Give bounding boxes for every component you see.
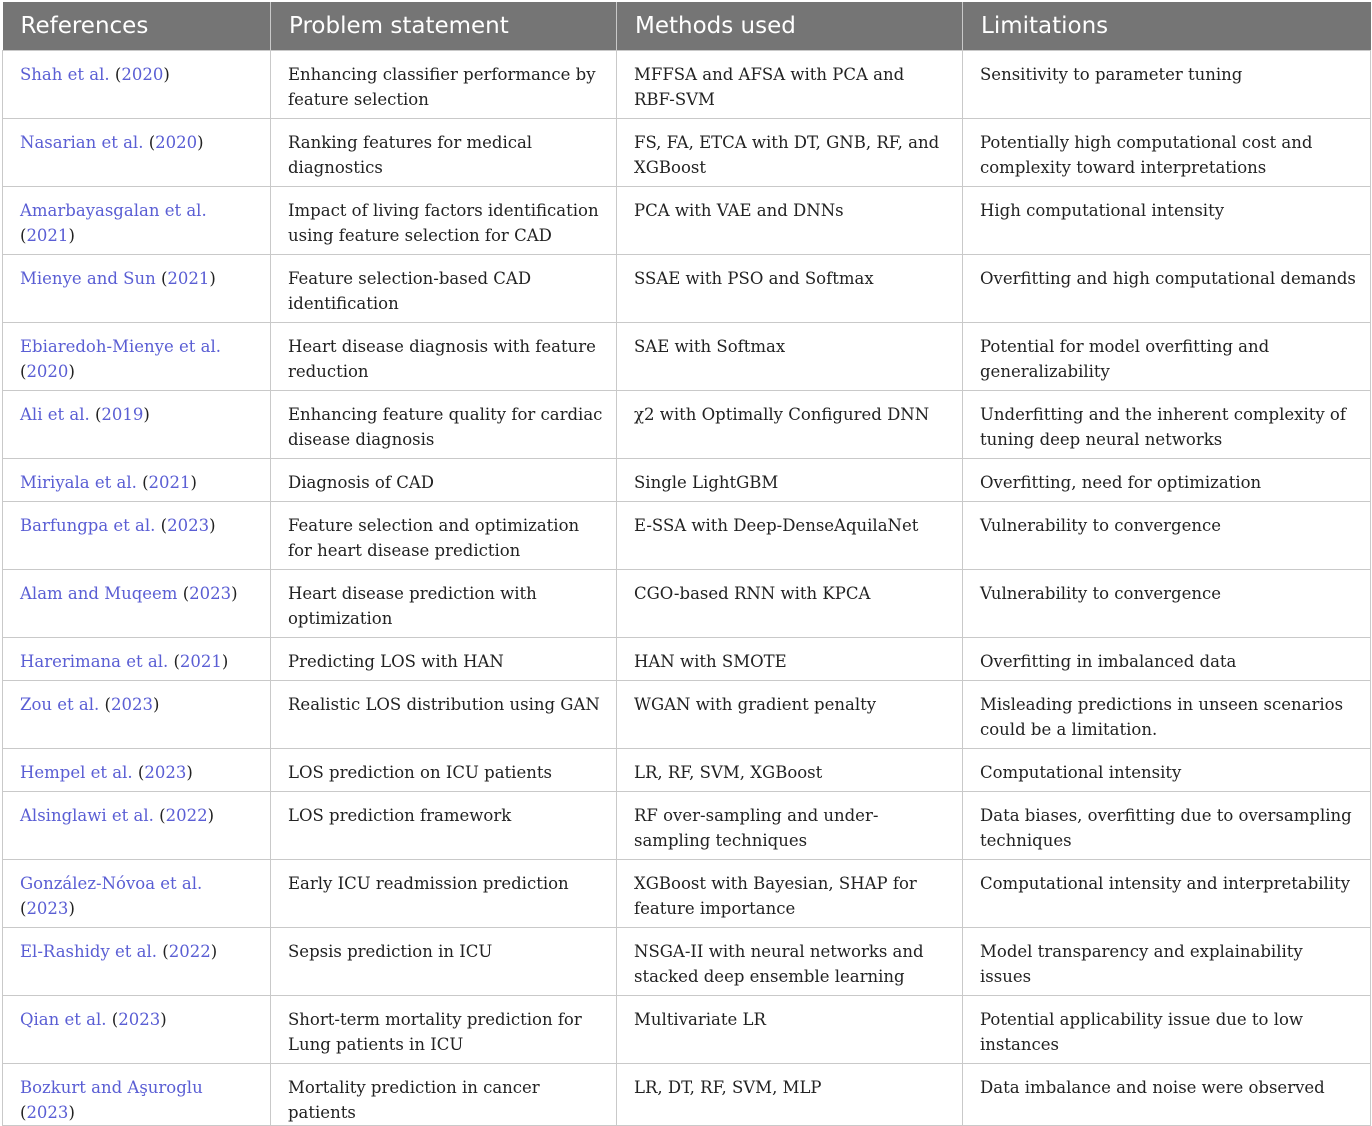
header-methods-used: Methods used <box>617 2 963 51</box>
methods-cell: Multivariate LR <box>617 996 963 1064</box>
table-header <box>3 2 1371 51</box>
header-problem-statement: Problem statement <box>271 2 617 51</box>
table-row <box>3 119 1371 187</box>
table-row <box>3 51 1371 119</box>
table-row <box>3 459 1371 502</box>
problem-cell: Realistic LOS distribution using GAN <box>271 681 617 749</box>
author-link[interactable]: Alsinglawi et al. <box>20 806 154 825</box>
reference-cell: Alsinglawi et al. (2022) <box>3 792 271 860</box>
author-link[interactable]: Alam and Muqeem <box>20 584 178 603</box>
author-link[interactable]: Miriyala et al. <box>20 473 137 492</box>
reference-cell: Mienye and Sun (2021) <box>3 255 271 323</box>
problem-cell: Predicting LOS with HAN <box>271 638 617 681</box>
limitations-cell: Computational intensity and interpretability <box>963 860 1371 928</box>
methods-cell: χ2 with Optimally Configured DNN <box>617 391 963 459</box>
table-row <box>3 570 1371 638</box>
limitations-cell: Underfitting and the inherent complexity of tuning deep neural networks <box>963 391 1371 459</box>
limitations-cell: Potential applicability issue due to low instances <box>963 996 1371 1064</box>
limitations-cell: High computational intensity <box>963 187 1371 255</box>
table-body <box>3 51 1371 1126</box>
limitations-cell: Computational intensity <box>963 749 1371 792</box>
methods-cell: Single LightGBM <box>617 459 963 502</box>
author-link[interactable]: Nasarian et al. <box>20 133 144 152</box>
author-link[interactable]: El-Rashidy et al. <box>20 942 158 961</box>
author-link[interactable]: Ebiaredoh-Mienye et al. <box>20 337 221 356</box>
problem-cell: Ranking features for medical diagnostics <box>271 119 617 187</box>
methods-cell: NSGA-II with neural networks and stacked deep ensemble learning <box>617 928 963 996</box>
problem-cell: LOS prediction framework <box>271 792 617 860</box>
table-row <box>3 323 1371 391</box>
references-table-container <box>2 2 1370 1126</box>
problem-cell: Impact of living factors identification using feature selection for CAD <box>271 187 617 255</box>
year-link[interactable]: 2023 <box>110 695 153 714</box>
table-row <box>3 860 1371 928</box>
year-link[interactable]: 2019 <box>101 405 144 424</box>
author-link[interactable]: Qian et al. <box>20 1010 107 1029</box>
header-references: References <box>3 2 271 51</box>
table-row <box>3 255 1371 323</box>
author-link[interactable]: González-Nóvoa et al. <box>20 874 203 893</box>
methods-cell: XGBoost with Bayesian, SHAP for feature importance <box>617 860 963 928</box>
problem-cell: Mortality prediction in cancer patients <box>271 1064 617 1126</box>
reference-cell: Alam and Muqeem (2023) <box>3 570 271 638</box>
problem-cell: Enhancing classifier performance by feature selection <box>271 51 617 119</box>
reference-cell: Barfungpa et al. (2023) <box>3 502 271 570</box>
limitations-cell: Misleading predictions in unseen scenarios could be a limitation. <box>963 681 1371 749</box>
reference-cell: Shah et al. (2020) <box>3 51 271 119</box>
limitations-cell: Overfitting in imbalanced data <box>963 638 1371 681</box>
author-link[interactable]: Ali et al. <box>20 405 90 424</box>
problem-cell: Heart disease prediction with optimization <box>271 570 617 638</box>
table-row <box>3 749 1371 792</box>
methods-cell: PCA with VAE and DNNs <box>617 187 963 255</box>
year-link[interactable]: 2021 <box>26 226 69 245</box>
limitations-cell: Vulnerability to convergence <box>963 570 1371 638</box>
limitations-cell: Model transparency and explainability issues <box>963 928 1371 996</box>
limitations-cell: Overfitting, need for optimization <box>963 459 1371 502</box>
methods-cell: HAN with SMOTE <box>617 638 963 681</box>
author-link[interactable]: Zou et al. <box>20 695 100 714</box>
methods-cell: WGAN with gradient penalty <box>617 681 963 749</box>
limitations-cell: Overfitting and high computational demands <box>963 255 1371 323</box>
year-link[interactable]: 2023 <box>26 1103 69 1122</box>
reference-cell: Miriyala et al. (2021) <box>3 459 271 502</box>
year-link[interactable]: 2023 <box>144 763 187 782</box>
table-row <box>3 502 1371 570</box>
table-row <box>3 391 1371 459</box>
author-link[interactable]: Amarbayasgalan et al. <box>20 201 207 220</box>
problem-cell: Feature selection and optimization for heart disease prediction <box>271 502 617 570</box>
references-table <box>2 2 1371 1126</box>
methods-cell: LR, RF, SVM, XGBoost <box>617 749 963 792</box>
limitations-cell: Sensitivity to parameter tuning <box>963 51 1371 119</box>
year-link[interactable]: 2020 <box>155 133 198 152</box>
reference-cell: Zou et al. (2023) <box>3 681 271 749</box>
header-row <box>3 2 1371 51</box>
reference-cell: Nasarian et al. (2020) <box>3 119 271 187</box>
table-row <box>3 187 1371 255</box>
methods-cell: SSAE with PSO and Softmax <box>617 255 963 323</box>
reference-cell: Qian et al. (2023) <box>3 996 271 1064</box>
author-link[interactable]: Harerimana et al. <box>20 652 169 671</box>
limitations-cell: Data imbalance and noise were observed <box>963 1064 1371 1126</box>
methods-cell: RF over-sampling and under-sampling techniques <box>617 792 963 860</box>
author-link[interactable]: Hempel et al. <box>20 763 133 782</box>
year-link[interactable]: 2020 <box>121 65 164 84</box>
table-row <box>3 1064 1371 1126</box>
year-link[interactable]: 2023 <box>118 1010 161 1029</box>
year-link[interactable]: 2022 <box>168 942 211 961</box>
table-row <box>3 681 1371 749</box>
problem-cell: LOS prediction on ICU patients <box>271 749 617 792</box>
methods-cell: FS, FA, ETCA with DT, GNB, RF, and XGBoost <box>617 119 963 187</box>
problem-cell: Enhancing feature quality for cardiac disease diagnosis <box>271 391 617 459</box>
methods-cell: LR, DT, RF, SVM, MLP <box>617 1064 963 1126</box>
year-link[interactable]: 2021 <box>148 473 191 492</box>
methods-cell: E-SSA with Deep-DenseAquilaNet <box>617 502 963 570</box>
author-link[interactable]: Mienye and Sun <box>20 269 156 288</box>
author-link[interactable]: Barfungpa et al. <box>20 516 156 535</box>
reference-cell: El-Rashidy et al. (2022) <box>3 928 271 996</box>
table-row <box>3 928 1371 996</box>
problem-cell: Diagnosis of CAD <box>271 459 617 502</box>
reference-cell: González-Nóvoa et al. (2023) <box>3 860 271 928</box>
problem-cell: Early ICU readmission prediction <box>271 860 617 928</box>
table-row <box>3 638 1371 681</box>
year-link[interactable]: 2020 <box>26 362 69 381</box>
year-link[interactable]: 2021 <box>179 652 222 671</box>
year-link[interactable]: 2023 <box>167 516 210 535</box>
methods-cell: MFFSA and AFSA with PCA and RBF-SVM <box>617 51 963 119</box>
methods-cell: CGO-based RNN with KPCA <box>617 570 963 638</box>
table-row <box>3 996 1371 1064</box>
limitations-cell: Potential for model overfitting and generalizability <box>963 323 1371 391</box>
problem-cell: Feature selection-based CAD identification <box>271 255 617 323</box>
reference-cell: Hempel et al. (2023) <box>3 749 271 792</box>
methods-cell: SAE with Softmax <box>617 323 963 391</box>
problem-cell: Short-term mortality prediction for Lung patients in ICU <box>271 996 617 1064</box>
author-link[interactable]: Shah et al. <box>20 65 110 84</box>
problem-cell: Heart disease diagnosis with feature reduction <box>271 323 617 391</box>
problem-cell: Sepsis prediction in ICU <box>271 928 617 996</box>
reference-cell: Ebiaredoh-Mienye et al. (2020) <box>3 323 271 391</box>
reference-cell: Bozkurt and Aşuroglu (2023) <box>3 1064 271 1126</box>
header-limitations: Limitations <box>963 2 1371 51</box>
year-link[interactable]: 2022 <box>165 806 208 825</box>
year-link[interactable]: 2023 <box>26 899 69 918</box>
year-link[interactable]: 2021 <box>167 269 210 288</box>
reference-cell: Ali et al. (2019) <box>3 391 271 459</box>
author-link[interactable]: Bozkurt and Aşuroglu <box>20 1078 203 1097</box>
limitations-cell: Vulnerability to convergence <box>963 502 1371 570</box>
year-link[interactable]: 2023 <box>189 584 232 603</box>
table-row <box>3 792 1371 860</box>
limitations-cell: Data biases, overfitting due to oversampling techniques <box>963 792 1371 860</box>
limitations-cell: Potentially high computational cost and complexity toward interpretations <box>963 119 1371 187</box>
reference-cell: Amarbayasgalan et al. (2021) <box>3 187 271 255</box>
reference-cell: Harerimana et al. (2021) <box>3 638 271 681</box>
